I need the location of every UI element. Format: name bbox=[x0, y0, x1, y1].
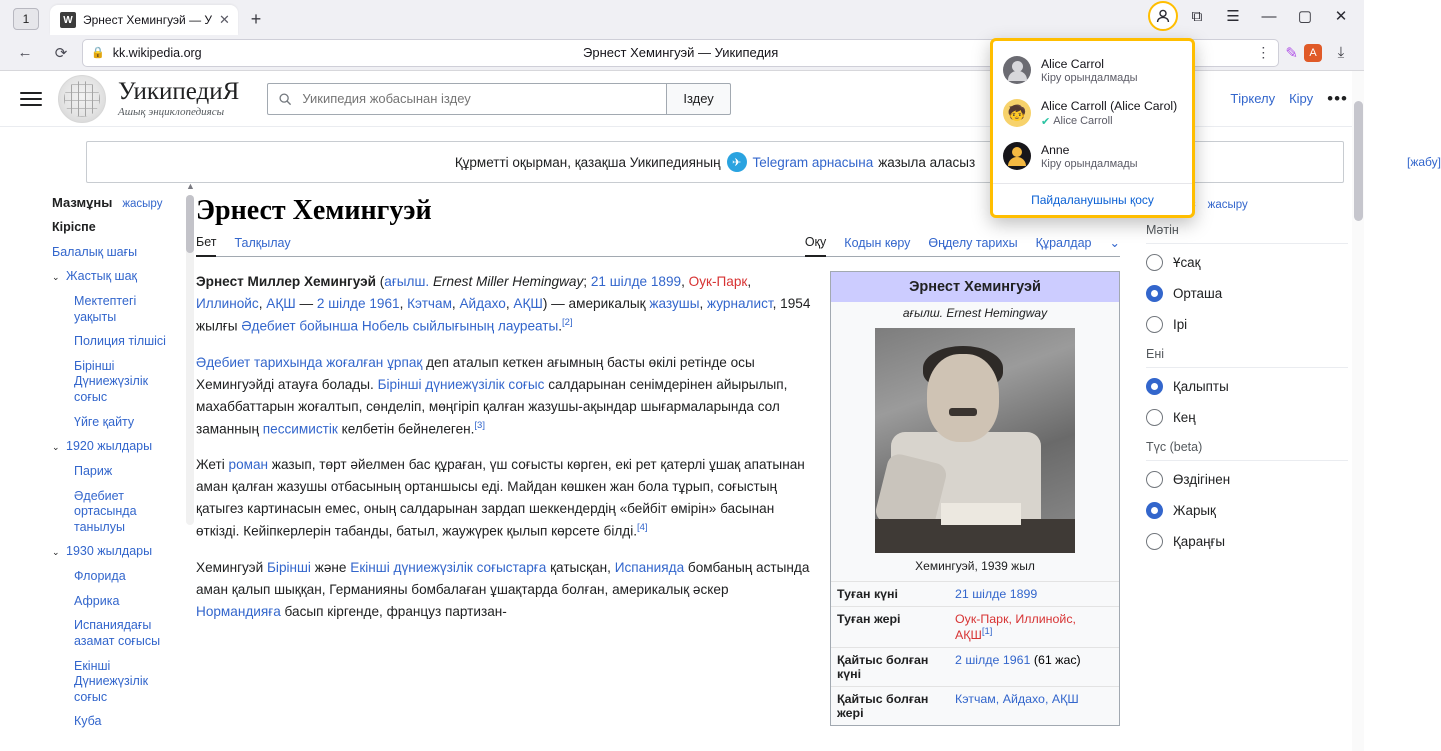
toc-item[interactable] bbox=[52, 359, 180, 406]
p4-text-5: басып кіргенде, француз партизан- bbox=[284, 603, 507, 619]
nobel-prize-link[interactable]: Әдебиет бойынша Нобель сыйлығының лауреаты bbox=[241, 318, 559, 334]
article-prose bbox=[196, 271, 814, 726]
toc-item-label: 1930 жылдары bbox=[66, 544, 153, 559]
window-controls bbox=[1148, 1, 1358, 31]
death-place-link-2[interactable]: Айдахо bbox=[459, 296, 506, 312]
birth-date-link[interactable]: 21 шілде 1899 bbox=[590, 274, 682, 289]
toc-item[interactable] bbox=[52, 334, 180, 350]
infobox-value bbox=[949, 648, 1119, 686]
infobox-value-link[interactable]: Оук-Парк, Иллинойс, АҚШ bbox=[955, 612, 1076, 643]
account-text bbox=[1041, 98, 1177, 127]
ref-2[interactable]: [2] bbox=[562, 317, 573, 329]
account-status bbox=[1041, 72, 1138, 84]
login-link[interactable]: Кіру bbox=[1289, 91, 1314, 106]
toc-item-label: Бірінші Дүниежүзілік соғыс bbox=[74, 358, 149, 404]
death-country-link[interactable]: АҚШ bbox=[513, 296, 543, 312]
infobox-row bbox=[831, 581, 1119, 606]
toc-item[interactable] bbox=[52, 618, 180, 649]
infobox-row bbox=[831, 686, 1119, 725]
face-icon: 🧒 bbox=[1003, 99, 1031, 127]
toc-item-label: Әдебиет ортасында танылуы bbox=[74, 488, 137, 534]
portrait-image bbox=[875, 328, 1075, 553]
wordmark-block bbox=[118, 79, 239, 117]
normandy-link[interactable]: Нормандияға bbox=[196, 603, 281, 619]
toc-item-label: Үйге қайту bbox=[74, 414, 135, 429]
close-window-button[interactable]: ✕ bbox=[1334, 8, 1348, 25]
wikipedia-wordmark: УикипедиЯ bbox=[118, 78, 240, 106]
ref-3[interactable]: [3] bbox=[474, 419, 485, 431]
toc-item[interactable] bbox=[52, 439, 180, 455]
toc-item[interactable] bbox=[52, 569, 180, 585]
add-user-button[interactable]: Пайдаланушыны қосу bbox=[993, 183, 1192, 211]
p2-text-1: деп аталып кеткен ағымның басты өкілі ретінде осы Хемингуэйді атауға болады. bbox=[196, 354, 755, 392]
tab-page[interactable]: Бет bbox=[196, 235, 216, 257]
second-ww-link[interactable]: Екінші дүниежүзілік соғыстарға bbox=[350, 559, 547, 575]
main-menu-icon[interactable] bbox=[16, 84, 46, 114]
journalist-link[interactable]: журналист bbox=[707, 296, 773, 312]
appearance-option-label: Қараңғы bbox=[1173, 534, 1226, 549]
appearance-option-label: Орташа bbox=[1173, 286, 1223, 301]
appearance-option[interactable] bbox=[1146, 378, 1348, 395]
toc-item-label: Париж bbox=[74, 463, 113, 478]
page-scrollbar[interactable] bbox=[1352, 71, 1364, 751]
toc-item[interactable] bbox=[52, 464, 180, 480]
appearance-option[interactable] bbox=[1146, 533, 1348, 550]
toc-item-label: 1920 жылдары bbox=[66, 439, 153, 454]
account-name: Anne bbox=[1041, 142, 1070, 157]
person-glyph bbox=[1155, 8, 1171, 24]
toc-item[interactable] bbox=[52, 489, 180, 536]
appearance-option[interactable] bbox=[1146, 285, 1348, 302]
tab-tools[interactable]: Құралдар bbox=[1035, 235, 1092, 250]
workspace-badge[interactable]: 1 bbox=[13, 8, 39, 30]
search-area bbox=[267, 83, 730, 115]
infobox bbox=[830, 271, 1120, 726]
toc-title: Мазмұны bbox=[52, 195, 113, 210]
toc-item[interactable] bbox=[52, 714, 180, 730]
subject-name: Эрнест Миллер Хемингуэй bbox=[196, 274, 376, 289]
telegram-link[interactable]: Telegram арнасына bbox=[752, 154, 874, 170]
account-name: Alice Carrol bbox=[1041, 57, 1104, 71]
chevron-down-icon[interactable]: ⌄ bbox=[52, 547, 60, 558]
image-caption: Хемингуэй, 1939 жыл bbox=[915, 559, 1035, 573]
appearance-option-label: Қалыпты bbox=[1173, 379, 1229, 394]
paragraph-2 bbox=[196, 352, 814, 441]
p4-text-3: қатысқан, bbox=[550, 559, 611, 575]
wikipedia-tagline: Ашық энциклопедиясы bbox=[118, 105, 225, 118]
appearance-option-label: Кең bbox=[1173, 410, 1196, 425]
search-input[interactable] bbox=[300, 90, 656, 107]
death-place-link-1[interactable]: Кэтчам bbox=[407, 296, 452, 312]
close-banner-link[interactable]: [жабу] bbox=[1407, 155, 1441, 169]
ref-4[interactable]: [4] bbox=[637, 522, 648, 534]
toc-item-label: Жастық шақ bbox=[66, 269, 137, 284]
person-icon bbox=[1003, 56, 1031, 84]
toc-item-label: Куба bbox=[74, 714, 102, 729]
appearance-panel bbox=[1134, 195, 1364, 739]
account-item[interactable] bbox=[993, 135, 1192, 177]
toc-item[interactable] bbox=[52, 269, 180, 285]
table-of-contents bbox=[0, 181, 195, 739]
more-options-icon[interactable]: ••• bbox=[1327, 88, 1348, 108]
infobox-english-name: Ernest Hemingway bbox=[946, 306, 1048, 320]
tab-title: Эрнест Хемингуэй — У bbox=[83, 13, 213, 27]
workspace-badge-container bbox=[6, 6, 46, 32]
p2-text-3: келбетін бейнелеген. bbox=[341, 421, 475, 437]
toc-item[interactable] bbox=[52, 220, 180, 236]
app-menu-icon[interactable]: ☰ bbox=[1226, 8, 1240, 25]
divider bbox=[1146, 243, 1348, 244]
radio-button[interactable] bbox=[1146, 254, 1163, 271]
account-list bbox=[993, 49, 1192, 177]
wikipedia-favicon: W bbox=[60, 12, 76, 28]
infobox-row bbox=[831, 647, 1119, 686]
account-name: Alice Carroll (Alice Carol) bbox=[1041, 99, 1178, 114]
account-status bbox=[1041, 158, 1138, 170]
wikipedia-logo[interactable] bbox=[58, 75, 106, 123]
appearance-group-label: Мәтін bbox=[1146, 223, 1179, 237]
appearance-option[interactable] bbox=[1146, 409, 1348, 426]
p4-text-2: және bbox=[314, 559, 347, 575]
check-icon: ✔ bbox=[1041, 115, 1051, 128]
browser-tab[interactable] bbox=[50, 5, 238, 35]
infobox-key: Туған күні bbox=[837, 587, 898, 601]
toc-item[interactable] bbox=[52, 544, 180, 560]
birth-place-link-2[interactable]: Иллинойс bbox=[196, 296, 259, 312]
radio-button[interactable] bbox=[1146, 285, 1163, 302]
page-actions-icon[interactable]: ⋮ bbox=[1256, 44, 1271, 60]
radio-button[interactable] bbox=[1146, 316, 1163, 333]
divider bbox=[1146, 367, 1348, 368]
account-status-label: Кіру орындалмады bbox=[1041, 158, 1138, 171]
account-switcher-popup[interactable] bbox=[990, 38, 1195, 218]
tab-read[interactable]: Оқу bbox=[805, 235, 826, 257]
infobox-value-link[interactable]: 21 шілде 1899 bbox=[955, 587, 1038, 601]
appearance-option[interactable] bbox=[1146, 471, 1348, 488]
infobox-title: Эрнест Хемингуэй bbox=[831, 272, 1119, 302]
spain-link[interactable]: Испанияда bbox=[614, 559, 685, 575]
reload-button[interactable]: ⟳ bbox=[54, 44, 68, 62]
page-title-in-urlbar: Эрнест Хемингуэй — Уикипедия bbox=[583, 45, 779, 60]
chevron-down-icon[interactable]: ⌄ bbox=[52, 272, 60, 283]
english-name: Ernest Miller Hemingway bbox=[432, 274, 584, 289]
writer-link[interactable]: жазушы bbox=[649, 296, 700, 312]
infobox-key: Қайтыс болған күні bbox=[837, 653, 929, 682]
url-host: kk.wikipedia.org bbox=[112, 45, 202, 60]
maximize-button[interactable]: ▢ bbox=[1297, 8, 1313, 25]
account-status-label: Кіру орындалмады bbox=[1041, 72, 1138, 85]
radio-button[interactable] bbox=[1146, 502, 1163, 519]
account-status bbox=[1041, 115, 1177, 128]
close-tab-icon[interactable]: ✕ bbox=[219, 12, 230, 27]
chevron-down-icon[interactable]: ⌄ bbox=[52, 442, 60, 453]
infobox-key: Туған жері bbox=[837, 612, 901, 626]
infobox-ref[interactable]: [1] bbox=[981, 626, 993, 637]
account-text bbox=[1041, 142, 1138, 170]
infobox-row bbox=[831, 606, 1119, 647]
appearance-option[interactable] bbox=[1146, 254, 1348, 271]
p3-text-2: жазып, төрт әйелмен бас құраған, үш соғысты көрген, екі рет қатерлі ұшақ апатынан аман қалған жазушы отбасының ортаншысы еді. Майдан көшкен жан бола тұрып, соғыстың қатыгез картинасын емес, оның салдарынан зардап шеккендердің «бейбіт өмірін» басынан өткізді. Кейіпкерлерін табанды, батыл, жаужүрек қылып көрсете білді. bbox=[196, 457, 805, 539]
appearance-option-label: Жарық bbox=[1173, 503, 1216, 518]
p3-text-1: Жеті bbox=[196, 457, 225, 473]
pen-extension-icon[interactable]: ✎ bbox=[1285, 44, 1298, 62]
toc-item-label: Кіріспе bbox=[52, 220, 96, 234]
new-tab-button[interactable]: + bbox=[250, 8, 262, 29]
account-item[interactable] bbox=[993, 91, 1192, 134]
paragraph-1-tail: — америкалық bbox=[551, 296, 646, 312]
radio-button[interactable] bbox=[1146, 409, 1163, 426]
telegram-icon: ✈ bbox=[727, 152, 747, 172]
toc-item-label: Флорида bbox=[74, 569, 126, 583]
tab-history[interactable]: Өңделу тарихы bbox=[928, 235, 1018, 250]
toc-item-label: Мектептегі уақыты bbox=[74, 293, 137, 324]
paragraph-1: Эрнест Миллер Хемингуэй (ағылш. Ernest Miller Hemingway; 21 шілде 1899, Оук-Парк, Иллинойс, АҚШ — 2 шілде 1961, Кэтчам, Айдахо, АҚШ) — америкалық жазушы, журналист, 1954 жылғы Әдебиет бойынша Нобель сыйлығының лауреаты.[2] bbox=[196, 274, 811, 334]
chevron-down-icon[interactable]: ⌄ bbox=[1109, 236, 1120, 250]
extensions-icon[interactable]: ⧉ bbox=[1191, 7, 1203, 25]
search-box[interactable] bbox=[267, 83, 667, 115]
header-user-links bbox=[1230, 89, 1348, 109]
back-button[interactable]: ← bbox=[17, 44, 33, 61]
birth-country-link[interactable]: АҚШ bbox=[266, 296, 296, 312]
radio-button[interactable] bbox=[1146, 471, 1163, 488]
death-date-link[interactable]: 2 шілде 1961 bbox=[316, 296, 400, 312]
toc-hide-link[interactable]: жасыру bbox=[122, 198, 163, 210]
article-tabs bbox=[196, 235, 1120, 257]
infobox-value bbox=[949, 607, 1119, 647]
page-title: Эрнест Хемингуэй bbox=[196, 195, 432, 226]
account-item[interactable] bbox=[993, 49, 1192, 91]
infobox-value-link[interactable]: 2 шілде 1961 bbox=[955, 653, 1031, 668]
minimize-button[interactable]: — bbox=[1261, 7, 1277, 25]
adblock-extension-icon[interactable]: A bbox=[1304, 44, 1322, 62]
banner-text-before: Құрметті оқырман, қазақша Уикипедияның bbox=[454, 154, 721, 170]
toc-item[interactable] bbox=[52, 294, 180, 325]
p4-text-1: Хемингуэй bbox=[196, 559, 264, 575]
radio-button[interactable] bbox=[1146, 378, 1163, 395]
appearance-option[interactable] bbox=[1146, 316, 1348, 333]
toc-scroll-thumb[interactable] bbox=[186, 195, 194, 253]
toc-item-label: Африка bbox=[74, 593, 120, 608]
infobox-key: Қайтыс болған жері bbox=[837, 692, 929, 721]
toc-scroll-up-icon[interactable]: ▲ bbox=[186, 181, 195, 191]
infobox-rows bbox=[831, 581, 1119, 725]
toc-item-label: Балалық шағы bbox=[52, 244, 138, 259]
toc-item[interactable] bbox=[52, 245, 180, 261]
pessimism-link[interactable]: пессимистік bbox=[262, 421, 338, 437]
article-column bbox=[190, 195, 1134, 739]
tab-talk[interactable]: Талқылау bbox=[234, 235, 291, 250]
browser-tab-strip bbox=[0, 0, 1364, 35]
toc-item[interactable] bbox=[52, 415, 180, 431]
birth-place-link-1[interactable]: Оук-Парк bbox=[688, 274, 748, 289]
radio-button[interactable] bbox=[1146, 533, 1163, 550]
lang-label-link[interactable]: ағылш. bbox=[384, 274, 430, 289]
infobox-subtitle bbox=[831, 302, 1119, 324]
article-body bbox=[196, 271, 1120, 726]
page-scrollbar-thumb[interactable] bbox=[1354, 101, 1363, 221]
search-icon bbox=[278, 92, 292, 106]
ww1-link[interactable]: Бірінші дүниежүзілік соғыс bbox=[377, 376, 545, 392]
nobel-year: 1954 жылғы bbox=[196, 296, 811, 334]
banner-text-after: жазыла аласыз bbox=[878, 154, 976, 170]
register-link[interactable]: Тіркелу bbox=[1230, 91, 1276, 106]
p2-text-2: салдарынан сенімдерінен айырылып, махаббаттарын жоғалтып, сөнделіп, мөңгіріп қалған жазушы-ақындар шығармаларында сол заманның bbox=[196, 376, 788, 437]
search-button[interactable]: Іздеу bbox=[667, 83, 730, 115]
paragraph-3 bbox=[196, 454, 814, 543]
infobox-lang: ағылш. bbox=[902, 306, 944, 320]
downloads-icon[interactable]: ⤓ bbox=[1337, 44, 1345, 61]
account-text bbox=[1041, 56, 1138, 84]
divider bbox=[1146, 460, 1348, 461]
first-ww-link[interactable]: Бірінші bbox=[267, 559, 311, 575]
toc-item-label: Испаниядағы азамат соғысы bbox=[74, 618, 161, 648]
appearance-option-label: Ірі bbox=[1173, 317, 1188, 332]
toc-item[interactable] bbox=[52, 659, 180, 706]
infobox-value-link[interactable]: Кэтчам, Айдахо, АҚШ bbox=[955, 692, 1079, 707]
appearance-option[interactable] bbox=[1146, 502, 1348, 519]
paragraph-4 bbox=[196, 557, 814, 623]
appearance-group-label: Түс (beta) bbox=[1146, 440, 1203, 454]
toc-list bbox=[52, 220, 180, 730]
infobox-value bbox=[949, 687, 1119, 725]
tab-view-source[interactable]: Кодын көру bbox=[844, 235, 911, 250]
novel-link[interactable]: роман bbox=[228, 457, 269, 473]
appearance-groups bbox=[1146, 223, 1348, 550]
toc-item-label: Полиция тілшісі bbox=[74, 334, 166, 349]
appearance-hide-link[interactable]: жасыру bbox=[1207, 199, 1248, 211]
appearance-group-label: Ені bbox=[1146, 347, 1165, 361]
content-columns bbox=[0, 183, 1364, 739]
p4-text-4: бомбаның астында аман қалып шыққан, Германияны бомбалаған ұшақтарда болған, америкалық әскер bbox=[196, 559, 810, 597]
account-status-label: Alice Carroll bbox=[1053, 115, 1113, 128]
person-dark-icon bbox=[1003, 142, 1031, 170]
lock-icon: 🔒 bbox=[91, 47, 105, 59]
toc-item-label: Екінші Дүниежүзілік соғыс bbox=[74, 658, 149, 704]
infobox-value bbox=[949, 582, 1119, 606]
lost-generation-link[interactable]: Әдебиет тарихында жоғалған ұрпақ bbox=[196, 354, 423, 370]
toc-scrollbar[interactable] bbox=[186, 181, 195, 525]
appearance-option-label: Өздігінен bbox=[1173, 472, 1231, 487]
appearance-option-label: Ұсақ bbox=[1173, 255, 1201, 270]
infobox-value-suffix: (61 жас) bbox=[1030, 653, 1081, 668]
toc-item[interactable] bbox=[52, 594, 180, 610]
account-avatar-icon[interactable] bbox=[1148, 1, 1178, 31]
